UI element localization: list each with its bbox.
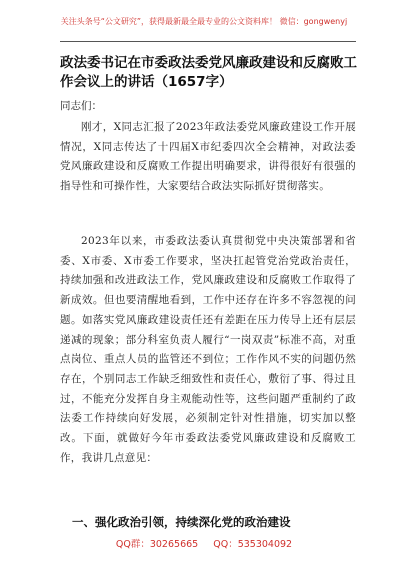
document-title: 政法委书记在市委政法委党风廉政建设和反腐败工作会议上的讲话（1657字） xyxy=(60,55,357,90)
footer-contact xyxy=(0,536,408,550)
paragraph-1: 刚才，X同志汇报了2023年政法委党风廉政建设工作开展情况，X同志传达了十四届X市纪委四次全会精神，对政法委党风廉政建设和反腐败工作提出明确要求，讲得很好有很强的指导性和可操作性，大家要结合政法实际抓好贯彻落实。 xyxy=(60,121,356,193)
header-divider xyxy=(60,41,356,42)
header-banner: 关注头条号“公文研究”，获得最新最全最专业的公文资料库！ 微信：gongwenyj xyxy=(60,17,348,26)
paragraph-2: 2023年以来，市委政法委认真贯彻党中央决策部署和省委、X市委、X市委工作要求，坚决扛起管党治党政治责任，持续加强和改进政法工作，党风廉政建设和反腐败工作取得了新成效。但也要清醒地看到，工作中还存在许多不容忽视的问题。如落实党风廉政建设责任还有差距在压力传导上还有层层递减的现象；部分科室负责人履行“一岗双责”标准不高，对重点岗位、重点人员的监管还不到位；工作作风不实的问题仍然存在，个别同志工作缺乏细致性和责任心，敷衍了事、得过且过，不能充分发挥自身主观能动性等，这些问题严重制约了政法委工作持续向好发展，必须制定针对性措施，切实加以整改。下面，就做好今年市委政法委党风廉政建设和反腐败工作，我讲几点意见： xyxy=(60,235,356,464)
footer-qq-group: QQ群：30265665 xyxy=(115,539,199,550)
footer-qq: QQ：535304092 xyxy=(213,539,293,550)
section-heading: 一、强化政治引领，持续深化党的政治建设 xyxy=(72,515,291,529)
greeting: 同志们： xyxy=(60,100,102,112)
